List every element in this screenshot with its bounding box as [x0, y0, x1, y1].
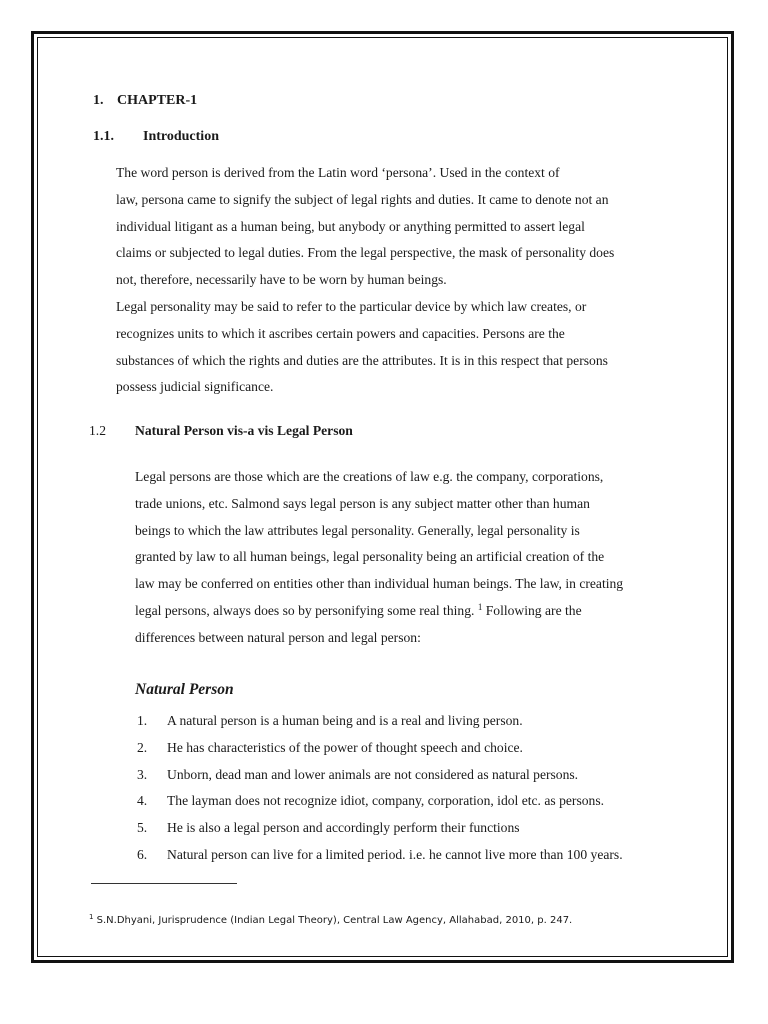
- list-item: [137, 815, 623, 842]
- paragraph-line: Legal personality may be said to refer to the particular device by which law creates, or: [116, 298, 587, 314]
- list-item-text: He has characteristics of the power of thought speech and choice.: [167, 739, 523, 755]
- paragraph-line: law may be conferred on entities other than individual human beings. The law, in creating: [135, 576, 624, 592]
- list-item: [137, 708, 623, 735]
- chapter-title: CHAPTER-1: [117, 93, 198, 108]
- paragraph-line: differences between natural person and legal person:: [135, 629, 421, 645]
- paragraph-line: beings to which the law attributes legal personality. Generally, legal personality is: [135, 522, 580, 538]
- list-item-text: He is also a legal person and accordingly perform their functions: [167, 820, 520, 836]
- list-item: [137, 788, 623, 815]
- list-item-text: Unborn, dead man and lower animals are not considered as natural persons.: [167, 766, 579, 782]
- list-item-text: A natural person is a human being and is a real and living person.: [167, 713, 523, 728]
- list-item-number: 2.: [137, 739, 148, 755]
- list-item-number: 5.: [137, 820, 148, 836]
- line-text: Following are the: [482, 602, 582, 618]
- footnote-text: S.N.Dhyani, Jurisprudence (Indian Legal Theory), Central Law Agency, Allahabad, 2010, p. 247.: [93, 915, 573, 926]
- paragraph-line: law, persona came to signify the subject of legal rights and duties. It came to denote not an: [116, 191, 609, 207]
- paragraph-line: The word person is derived from the Latin word ‘persona’. Used in the context of: [116, 165, 560, 180]
- section-1-2-number: 1.2: [89, 423, 106, 438]
- line-text: legal persons, always does so by personifying some real thing.: [135, 602, 478, 618]
- paragraph-line: substances of which the rights and duties are the attributes. It is in this respect that persons: [116, 352, 608, 368]
- footnote-reference[interactable]: 1: [477, 601, 483, 612]
- section-1-2-heading: [89, 423, 353, 439]
- list-item-number: 3.: [137, 766, 148, 782]
- list-item: [137, 842, 623, 869]
- footnote-separator: [91, 883, 237, 884]
- list-item-number: 4.: [137, 793, 148, 809]
- paragraph-line: possess judicial significance.: [116, 379, 274, 395]
- introduction-number: 1.1.: [93, 129, 114, 144]
- paragraph-line: granted by law to all human beings, legal personality being an artificial creation of the: [135, 549, 605, 565]
- paragraph-line: Legal persons are those which are the creations of law e.g. the company, corporations,: [135, 469, 604, 484]
- list-item: [137, 762, 623, 789]
- chapter-number: 1.: [93, 93, 104, 108]
- paragraph-line: claims or subjected to legal duties. From the legal perspective, the mask of personality does: [116, 245, 615, 261]
- legal-person-paragraph: [135, 464, 623, 652]
- list-item: [137, 735, 623, 762]
- paragraph-line: not, therefore, necessarily have to be worn by human beings.: [116, 272, 447, 288]
- list-item-text: The layman does not recognize idiot, company, corporation, idol etc. as persons.: [167, 793, 605, 809]
- paragraph-line: trade unions, etc. Salmond says legal person is any subject matter other than human: [135, 495, 590, 511]
- natural-person-list: [137, 708, 623, 869]
- paragraph-line: [135, 598, 623, 625]
- list-item-text: Natural person can live for a limited period. i.e. he cannot live more than 100 years.: [167, 846, 623, 862]
- chapter-heading: [93, 93, 197, 109]
- list-item-number: 1.: [137, 713, 148, 728]
- footnote: [89, 915, 572, 926]
- introduction-paragraph: [116, 160, 614, 401]
- footnote-marker: 1: [89, 913, 94, 921]
- section-1-2-title: Natural Person vis-a vis Legal Person: [135, 423, 353, 438]
- introduction-title: Introduction: [143, 129, 219, 144]
- natural-person-heading: Natural Person: [135, 681, 234, 698]
- list-item-number: 6.: [137, 846, 148, 862]
- paragraph-line: recognizes units to which it ascribes certain powers and capacities. Persons are the: [116, 325, 565, 341]
- paragraph-line: individual litigant as a human being, but anybody or anything permitted to assert legal: [116, 218, 585, 234]
- introduction-heading: [93, 129, 219, 145]
